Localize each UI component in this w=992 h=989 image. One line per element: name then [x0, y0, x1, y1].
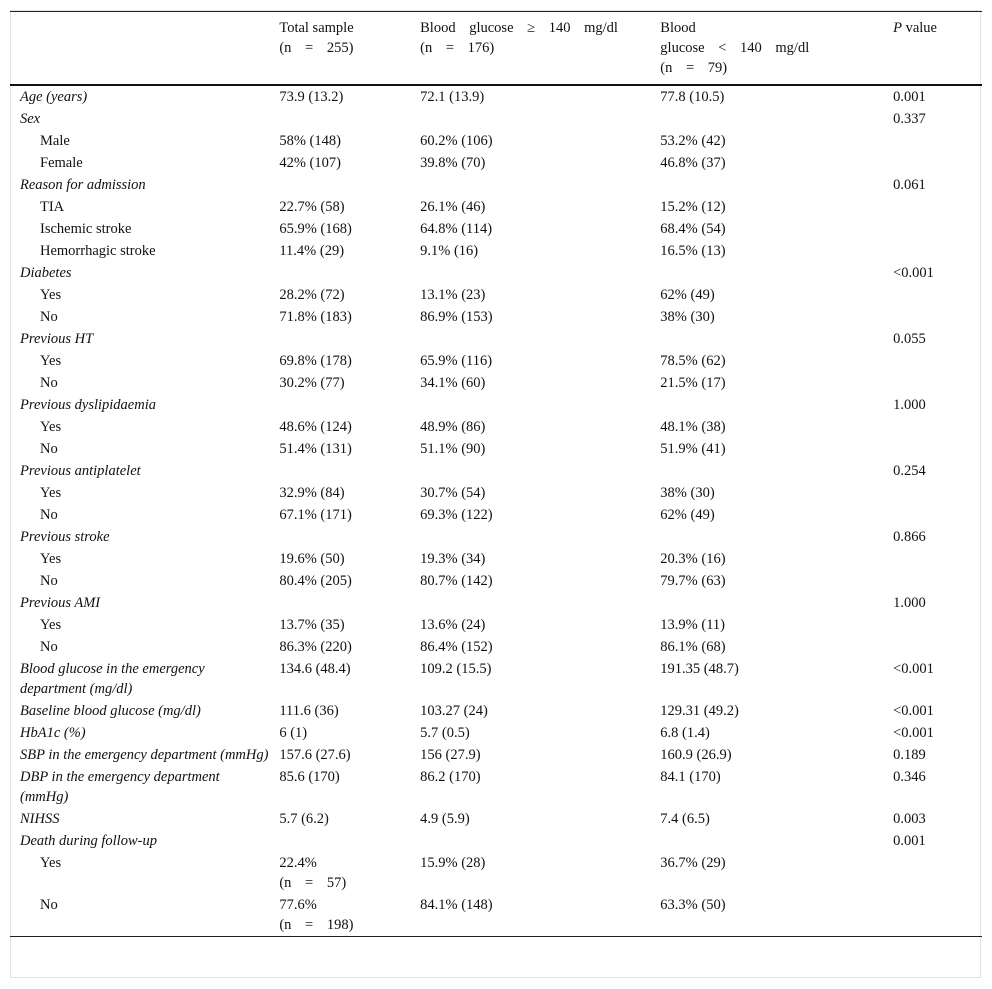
header-low-glucose-label-2: glucose < 140 mg/dl [660, 40, 810, 56]
row-label: Yes [40, 353, 62, 369]
cell-high-glucose [420, 174, 660, 196]
cell-high-glucose: 60.2% (106) [420, 133, 493, 149]
cell-high-glucose [420, 394, 660, 416]
cell-total-sample [279, 830, 420, 852]
cell-high-glucose: 19.3% (34) [420, 551, 486, 567]
row-label: Diabetes [20, 265, 72, 281]
cell-p-value: 0.189 [893, 747, 926, 763]
cell-high-glucose [420, 328, 660, 350]
cell-total-sample: 48.6% (124) [279, 419, 352, 435]
cell-p-value: 0.001 [893, 89, 926, 105]
cell-total-sample: 65.9% (168) [279, 221, 352, 237]
cell-high-glucose [420, 830, 660, 852]
table-row [10, 482, 982, 504]
cell-p-value [893, 240, 982, 262]
cell-total-sample: 85.6 (170) [279, 769, 340, 785]
row-label: Previous AMI [20, 595, 101, 611]
cell-total-sample: 71.8% (183) [279, 309, 352, 325]
cell-total-sample: 42% (107) [279, 155, 341, 171]
cell-total-sample [279, 328, 420, 350]
cell-total-sample: 69.8% (178) [279, 353, 352, 369]
cell-p-value: <0.001 [893, 703, 934, 719]
cell-low-glucose: 6.8 (1.4) [660, 725, 710, 741]
cell-p-value [893, 636, 982, 658]
cell-low-glucose: 129.31 (49.2) [660, 703, 739, 719]
cell-low-glucose: 78.5% (62) [660, 353, 726, 369]
cell-low-glucose: 20.3% (16) [660, 551, 726, 567]
cell-low-glucose: 15.2% (12) [660, 199, 726, 215]
row-label: NIHSS [20, 811, 60, 827]
table-row [10, 284, 982, 306]
table-row [10, 130, 982, 152]
table-row [10, 152, 982, 174]
cell-total-sample: 58% (148) [279, 133, 341, 149]
cell-high-glucose: 86.4% (152) [420, 639, 493, 655]
cell-p-value [893, 284, 982, 306]
row-label: Reason for admission [20, 177, 146, 193]
table-row [10, 504, 982, 526]
cell-low-glucose: 62% (49) [660, 287, 715, 303]
cell-high-glucose: 13.6% (24) [420, 617, 486, 633]
row-label: No [40, 441, 58, 457]
cell-p-value: <0.001 [893, 265, 934, 281]
cell-high-glucose: 72.1 (13.9) [420, 89, 485, 105]
table-row [10, 592, 982, 614]
row-label: Yes [40, 485, 62, 501]
row-label: Yes [40, 287, 62, 303]
table-row [10, 830, 982, 852]
cell-p-value [893, 372, 982, 394]
cell-total-sample: 19.6% (50) [279, 551, 345, 567]
data-table [10, 11, 982, 937]
header-total-sample-label: Total sample [279, 20, 354, 36]
cell-high-glucose: 15.9% (28) [420, 855, 486, 871]
cell-p-value [893, 894, 982, 937]
table-row [10, 636, 982, 658]
row-label: Yes [40, 617, 62, 633]
row-label: Ischemic stroke [40, 221, 132, 237]
cell-total-sample [279, 108, 420, 130]
row-label: Baseline blood glucose (mg/dl) [20, 703, 201, 719]
cell-low-glucose: 53.2% (42) [660, 133, 726, 149]
table-row [10, 196, 982, 218]
table-row [10, 744, 982, 766]
cell-high-glucose: 109.2 (15.5) [420, 661, 492, 677]
row-label: Previous stroke [20, 529, 110, 545]
cell-total-sample: 51.4% (131) [279, 441, 352, 457]
cell-total-sample [279, 174, 420, 196]
cell-p-value: 0.337 [893, 111, 926, 127]
cell-high-glucose: 86.9% (153) [420, 309, 493, 325]
row-label: DBP in the emergency department (mmHg) [20, 769, 220, 805]
row-label: TIA [40, 199, 65, 215]
cell-low-glucose: 13.9% (11) [660, 617, 725, 633]
cell-low-glucose: 7.4 (6.5) [660, 811, 710, 827]
cell-low-glucose [660, 262, 893, 284]
cell-p-value: <0.001 [893, 661, 934, 677]
cell-low-glucose: 38% (30) [660, 309, 715, 325]
table-row [10, 808, 982, 830]
cell-low-glucose [660, 592, 893, 614]
cell-low-glucose: 63.3% (50) [660, 897, 726, 913]
cell-p-value [893, 130, 982, 152]
row-label: Yes [40, 551, 62, 567]
header-low-glucose-n: (n = 79) [660, 60, 728, 76]
header-p-rest: value [901, 20, 937, 36]
cell-low-glucose: 68.4% (54) [660, 221, 726, 237]
row-label: SBP in the emergency department (mmHg) [20, 747, 269, 763]
cell-high-glucose: 64.8% (114) [420, 221, 493, 237]
cell-high-glucose: 84.1% (148) [420, 897, 493, 913]
table-row [10, 852, 982, 894]
cell-p-value [893, 570, 982, 592]
cell-total-sample: 73.9 (13.2) [279, 89, 344, 105]
row-label: No [40, 897, 58, 913]
cell-low-glucose [660, 394, 893, 416]
row-label: No [40, 309, 58, 325]
row-label: No [40, 507, 58, 523]
cell-high-glucose [420, 526, 660, 548]
cell-low-glucose: 16.5% (13) [660, 243, 726, 259]
cell-p-value [893, 482, 982, 504]
header-low-glucose [660, 12, 893, 86]
cell-p-value [893, 416, 982, 438]
cell-total-sample: 32.9% (84) [279, 485, 345, 501]
cell-total-sample [279, 460, 420, 482]
cell-high-glucose: 51.1% (90) [420, 441, 486, 457]
header-p-value [893, 12, 982, 86]
cell-total-sample: 22.7% (58) [279, 199, 345, 215]
cell-low-glucose [660, 830, 893, 852]
row-label: Yes [40, 855, 62, 871]
cell-low-glucose: 36.7% (29) [660, 855, 726, 871]
cell-p-value [893, 152, 982, 174]
cell-low-glucose: 84.1 (170) [660, 769, 721, 785]
cell-total-sample [279, 526, 420, 548]
cell-total-sample: 67.1% (171) [279, 507, 352, 523]
cell-total-sample: 111.6 (36) [279, 703, 339, 719]
cell-p-value [893, 548, 982, 570]
row-label: No [40, 639, 58, 655]
cell-low-glucose: 86.1% (68) [660, 639, 726, 655]
cell-total-sample: 86.3% (220) [279, 639, 352, 655]
cell-low-glucose [660, 108, 893, 130]
cell-high-glucose: 86.2 (170) [420, 769, 481, 785]
row-label: No [40, 375, 58, 391]
cell-total-sample [279, 592, 420, 614]
cell-total-sample: 157.6 (27.6) [279, 747, 351, 763]
header-high-glucose-label: Blood glucose ≥ 140 mg/dl [420, 20, 618, 36]
cell-low-glucose [660, 460, 893, 482]
cell-total-sample-line: (n = 57) [279, 875, 347, 891]
cell-total-sample [279, 262, 420, 284]
row-label: Previous HT [20, 331, 94, 347]
table-row [10, 372, 982, 394]
cell-high-glucose [420, 460, 660, 482]
cell-p-value: 0.003 [893, 811, 926, 827]
cell-high-glucose: 48.9% (86) [420, 419, 486, 435]
cell-p-value: 1.000 [893, 595, 926, 611]
row-label: Female [40, 155, 83, 171]
cell-high-glucose: 5.7 (0.5) [420, 725, 470, 741]
header-total-sample [279, 12, 420, 86]
cell-total-sample: 30.2% (77) [279, 375, 345, 391]
cell-p-value [893, 350, 982, 372]
row-label: Sex [20, 111, 41, 127]
cell-total-sample [279, 394, 420, 416]
table-row [10, 108, 982, 130]
cell-total-sample: 13.7% (35) [279, 617, 345, 633]
cell-total-sample: 28.2% (72) [279, 287, 345, 303]
cell-p-value [893, 852, 982, 894]
cell-high-glucose: 69.3% (122) [420, 507, 493, 523]
row-label: Hemorrhagic stroke [40, 243, 156, 259]
table-row [10, 218, 982, 240]
cell-low-glucose: 48.1% (38) [660, 419, 726, 435]
cell-total-sample: 80.4% (205) [279, 573, 352, 589]
cell-high-glucose: 156 (27.9) [420, 747, 481, 763]
header-low-glucose-label-1: Blood [660, 20, 696, 36]
table-row [10, 394, 982, 416]
cell-total-sample [279, 852, 420, 894]
row-label: HbA1c (%) [20, 725, 86, 741]
cell-p-value: 0.001 [893, 833, 926, 849]
cell-total-sample-line: 77.6% [279, 897, 317, 913]
row-label: Yes [40, 419, 62, 435]
cell-total-sample-line: 22.4% [279, 855, 317, 871]
cell-high-glucose: 26.1% (46) [420, 199, 486, 215]
cell-high-glucose: 80.7% (142) [420, 573, 493, 589]
cell-high-glucose: 30.7% (54) [420, 485, 486, 501]
cell-high-glucose: 103.27 (24) [420, 703, 488, 719]
row-label: Age (years) [20, 89, 88, 105]
table-row [10, 262, 982, 284]
header-total-sample-n: (n = 255) [279, 40, 354, 56]
cell-high-glucose [420, 262, 660, 284]
cell-p-value: 0.346 [893, 769, 926, 785]
header-row [10, 12, 982, 86]
cell-total-sample: 6 (1) [279, 725, 308, 741]
table-row [10, 548, 982, 570]
cell-p-value: 1.000 [893, 397, 926, 413]
cell-high-glucose: 13.1% (23) [420, 287, 486, 303]
row-label: Death during follow-up [20, 833, 157, 849]
cell-p-value: 0.866 [893, 529, 926, 545]
table-row [10, 438, 982, 460]
table-row [10, 614, 982, 636]
cell-low-glucose: 51.9% (41) [660, 441, 726, 457]
cell-low-glucose: 79.7% (63) [660, 573, 726, 589]
table-row [10, 658, 982, 700]
table-row [10, 306, 982, 328]
row-label: No [40, 573, 58, 589]
header-high-glucose-n: (n = 176) [420, 40, 495, 56]
table-row [10, 526, 982, 548]
cell-p-value [893, 504, 982, 526]
row-label: Previous antiplatelet [20, 463, 141, 479]
cell-p-value: 0.055 [893, 331, 926, 347]
cell-high-glucose: 65.9% (116) [420, 353, 493, 369]
row-label: Previous dyslipidaemia [20, 397, 156, 413]
cell-high-glucose [420, 592, 660, 614]
row-label: Male [40, 133, 70, 149]
cell-low-glucose: 77.8 (10.5) [660, 89, 725, 105]
table-row [10, 328, 982, 350]
cell-p-value: 0.061 [893, 177, 926, 193]
table-row [10, 350, 982, 372]
cell-low-glucose: 38% (30) [660, 485, 715, 501]
cell-low-glucose [660, 174, 893, 196]
cell-high-glucose: 4.9 (5.9) [420, 811, 470, 827]
cell-high-glucose: 9.1% (16) [420, 243, 479, 259]
table-row [10, 85, 982, 108]
cell-p-value [893, 438, 982, 460]
cell-p-value: 0.254 [893, 463, 926, 479]
cell-p-value [893, 306, 982, 328]
cell-p-value: <0.001 [893, 725, 934, 741]
cell-total-sample: 11.4% (29) [279, 243, 345, 259]
header-p-letter: P [893, 20, 902, 36]
cell-total-sample [279, 894, 420, 937]
cell-low-glucose [660, 526, 893, 548]
table-row [10, 416, 982, 438]
cell-p-value [893, 614, 982, 636]
cell-low-glucose: 62% (49) [660, 507, 715, 523]
table-row [10, 174, 982, 196]
cell-high-glucose [420, 108, 660, 130]
header-variable [10, 12, 279, 86]
row-label: Blood glucose in the emergency department (mg/dl) [20, 661, 205, 697]
table-row [10, 460, 982, 482]
table-row [10, 240, 982, 262]
cell-total-sample: 134.6 (48.4) [279, 661, 351, 677]
cell-low-glucose: 21.5% (17) [660, 375, 726, 391]
cell-p-value [893, 218, 982, 240]
cell-low-glucose [660, 328, 893, 350]
cell-high-glucose: 34.1% (60) [420, 375, 486, 391]
cell-low-glucose: 46.8% (37) [660, 155, 726, 171]
header-high-glucose [420, 12, 660, 86]
table-body [10, 85, 982, 937]
table-row [10, 894, 982, 937]
cell-total-sample: 5.7 (6.2) [279, 811, 329, 827]
table-row [10, 570, 982, 592]
cell-low-glucose: 160.9 (26.9) [660, 747, 732, 763]
cell-high-glucose: 39.8% (70) [420, 155, 486, 171]
cell-low-glucose: 191.35 (48.7) [660, 661, 739, 677]
cell-p-value [893, 196, 982, 218]
table-row [10, 700, 982, 722]
cell-total-sample-line: (n = 198) [279, 917, 354, 933]
table-row [10, 722, 982, 744]
table-row [10, 766, 982, 808]
